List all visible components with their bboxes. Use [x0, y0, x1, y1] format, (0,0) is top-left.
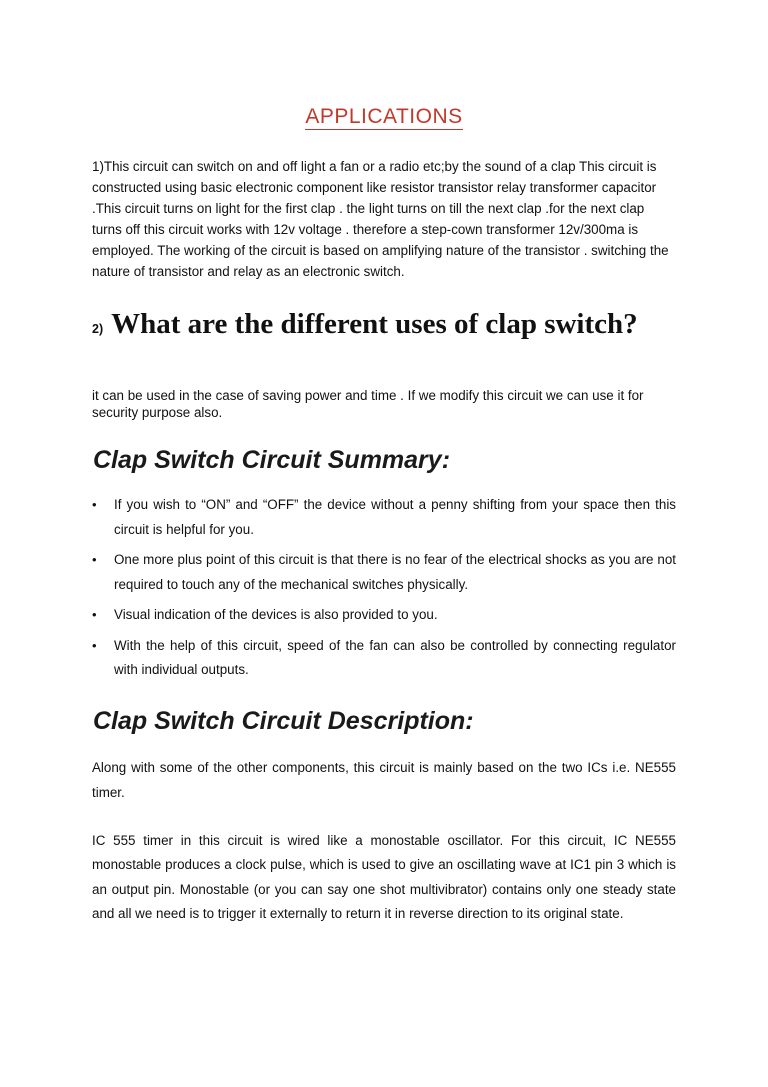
list-item [92, 548, 676, 597]
question-number: 2) [92, 322, 104, 336]
list-item-text: If you wish to “ON” and “OFF” the device without a penny shifting from your space then this circuit is helpful for you. [114, 497, 676, 537]
page-title-text: APPLICATIONS [305, 105, 463, 128]
bullet-icon: • [92, 607, 97, 622]
list-item [92, 493, 676, 542]
description-paragraph-2: IC 555 timer in this circuit is wired like a monostable oscillator. For this circuit, IC NE555 monostable produces a clock pulse, which is used to give an oscillating wave at IC1 pin 3 which is an output pin. Monostable (or you can say one shot multivibrator) contains only one steady state and all we need is to trigger it externally to return it in reverse direction to its original state. [92, 833, 676, 921]
bullet-icon: • [92, 552, 97, 567]
summary-list [92, 493, 676, 689]
summary-heading: Clap Switch Circuit Summary: [93, 446, 451, 474]
description-heading: Clap Switch Circuit Description: [93, 707, 474, 735]
list-item [92, 634, 676, 683]
page-title [0, 105, 768, 129]
description-paragraph-1: Along with some of the other components, this circuit is mainly based on the two ICs i.e. NE555 timer. [92, 760, 676, 800]
applications-paragraph: 1)This circuit can switch on and off light a fan or a radio etc;by the sound of a clap This circuit is constructed using basic electronic component like resistor transistor relay transformer capacitor .This circuit turns on light for the first clap . the light turns on till the next clap .for the next clap turns off this circuit works with 12v voltage . therefore a step-cown transformer 12v/300ma is employed. The working of the circuit is based on amplifying nature of the transistor . switching the nature of transistor and relay as an electronic switch. [92, 159, 669, 279]
list-item-text: One more plus point of this circuit is that there is no fear of the electrical shocks as you are not required to touch any of the mechanical switches physically. [114, 552, 676, 592]
bullet-icon: • [92, 497, 97, 512]
list-item-text: Visual indication of the devices is also provided to you. [114, 607, 438, 622]
uses-paragraph: it can be used in the case of saving power and time . If we modify this circuit we can use it for security purpose also. [92, 388, 644, 420]
list-item [92, 603, 676, 628]
question-text: What are the different uses of clap switch? [111, 308, 638, 340]
list-item-text: With the help of this circuit, speed of the fan can also be controlled by connecting regulator with individual outputs. [114, 637, 676, 677]
bullet-icon: • [92, 637, 97, 653]
question-heading [92, 305, 692, 348]
